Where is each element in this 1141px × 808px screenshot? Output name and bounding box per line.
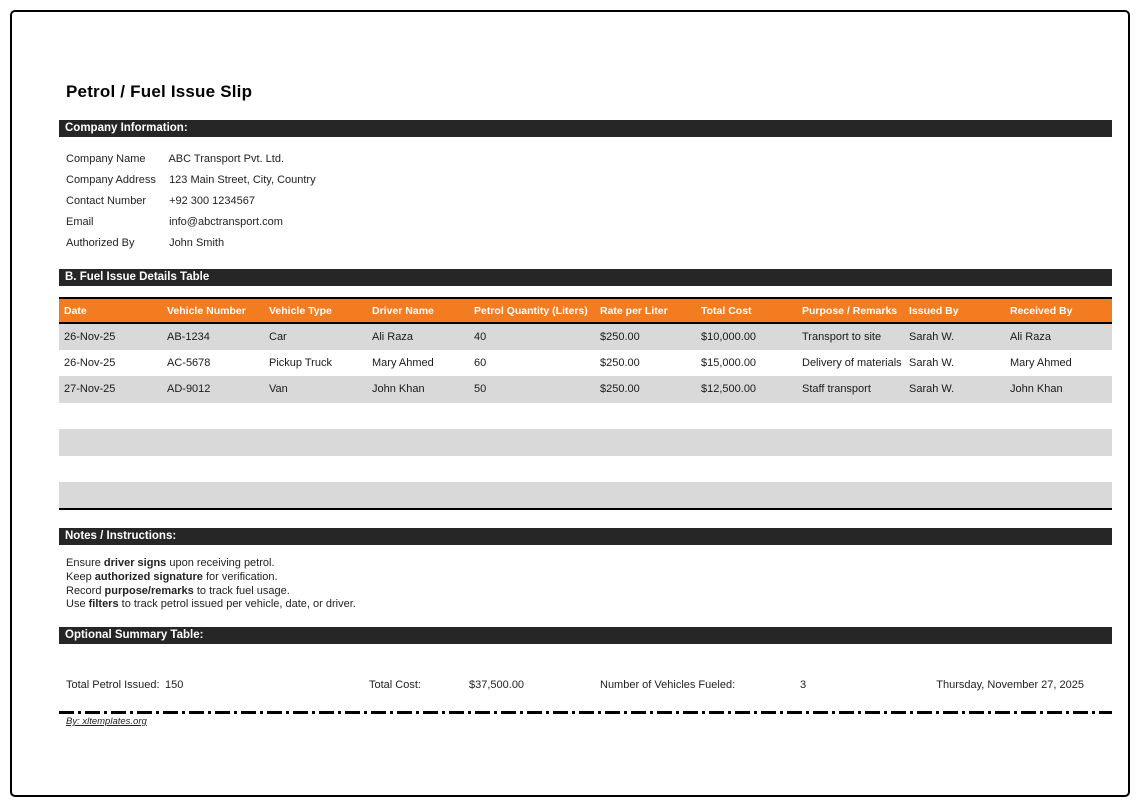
cell-vehicle-type: Car xyxy=(269,330,287,343)
empty-table-row xyxy=(59,456,1112,483)
section-header-notes-instructions: Notes / Instructions: xyxy=(59,528,1112,545)
note-bold-text: filters xyxy=(88,598,119,611)
total-cost-value: $37,500.00 xyxy=(469,679,525,691)
col-header-received-by: Received By xyxy=(1010,304,1073,317)
note-text: to track petrol issued per vehicle, date, or driver. xyxy=(118,598,356,611)
col-header-date: Date xyxy=(64,304,87,317)
note-text: to track fuel usage. xyxy=(193,584,290,597)
total-petrol-issued-value: 150 xyxy=(165,679,184,691)
col-header-petrol-quantity: Petrol Quantity (Liters) xyxy=(474,304,588,317)
email-row xyxy=(66,216,283,229)
document-sheet xyxy=(10,10,1130,797)
company-address-value: 123 Main Street, City, Country xyxy=(169,174,316,186)
table-header-row xyxy=(59,298,1112,323)
cell-date: 26-Nov-25 xyxy=(64,356,116,369)
empty-table-row xyxy=(59,429,1112,456)
email-value: info@abctransport.com xyxy=(169,216,283,228)
note-text: Record xyxy=(66,584,105,597)
cell-issued-by: Sarah W. xyxy=(909,383,955,396)
cell-total-cost: $12,500.00 xyxy=(701,383,757,396)
cell-purpose-remarks: Transport to site xyxy=(802,330,882,343)
cell-vehicle-number: AD-9012 xyxy=(167,383,211,396)
section-header-fuel-issue-details: B. Fuel Issue Details Table xyxy=(59,269,1112,286)
note-line xyxy=(66,571,356,585)
note-line xyxy=(66,585,356,599)
cell-driver-name: John Khan xyxy=(372,383,425,396)
cell-petrol-quantity: 60 xyxy=(474,356,487,369)
cell-total-cost: $15,000.00 xyxy=(701,356,757,369)
cell-issued-by: Sarah W. xyxy=(909,356,955,369)
empty-table-row xyxy=(59,482,1112,509)
table-row xyxy=(59,323,1112,350)
cell-petrol-quantity: 40 xyxy=(474,330,487,343)
contact-number-label: Contact Number xyxy=(66,195,147,207)
cell-rate-per-liter: $250.00 xyxy=(600,383,640,396)
footer-credit: By: xltemplates.org xyxy=(66,716,147,727)
email-label: Email xyxy=(66,216,94,228)
summary-date: Thursday, November 27, 2025 xyxy=(936,679,1084,691)
vehicles-fueled-label: Number of Vehicles Fueled: xyxy=(600,679,736,691)
note-text: Use xyxy=(66,598,89,611)
company-name-row xyxy=(66,153,284,166)
cell-received-by: John Khan xyxy=(1010,383,1063,396)
total-cost-label: Total Cost: xyxy=(369,679,421,691)
note-bold-text: purpose/remarks xyxy=(104,584,194,597)
cell-driver-name: Mary Ahmed xyxy=(372,356,434,369)
authorized-by-value: John Smith xyxy=(169,237,225,249)
cell-petrol-quantity: 50 xyxy=(474,383,487,396)
cell-date: 27-Nov-25 xyxy=(64,383,116,396)
cell-vehicle-number: AC-5678 xyxy=(167,356,211,369)
notes-list xyxy=(66,557,356,612)
cell-date: 26-Nov-25 xyxy=(64,330,116,343)
col-header-vehicle-type: Vehicle Type xyxy=(269,304,332,317)
contact-number-value: +92 300 1234567 xyxy=(169,195,256,207)
col-header-purpose-remarks: Purpose / Remarks xyxy=(802,304,898,317)
company-name-label: Company Name xyxy=(66,153,146,165)
section-header-optional-summary: Optional Summary Table: xyxy=(59,627,1112,644)
table-row xyxy=(59,350,1112,377)
contact-number-row xyxy=(66,195,255,208)
authorized-by-row xyxy=(66,237,224,250)
note-text: upon receiving petrol. xyxy=(166,557,275,569)
col-header-rate-per-liter: Rate per Liter xyxy=(600,304,668,317)
cell-vehicle-number: AB-1234 xyxy=(167,330,210,343)
cell-received-by: Ali Raza xyxy=(1010,330,1051,343)
authorized-by-label: Authorized By xyxy=(66,237,135,249)
cell-purpose-remarks: Delivery of materials xyxy=(802,356,902,369)
dash-dot-divider xyxy=(59,711,1112,714)
col-header-issued-by: Issued By xyxy=(909,304,959,317)
company-address-row xyxy=(66,174,316,187)
cell-driver-name: Ali Raza xyxy=(372,330,413,343)
note-bold-text: driver signs xyxy=(103,557,167,569)
note-text: Ensure xyxy=(66,557,104,569)
cell-received-by: Mary Ahmed xyxy=(1010,356,1072,369)
cell-vehicle-type: Van xyxy=(269,383,288,396)
total-petrol-issued-label: Total Petrol Issued: xyxy=(66,679,160,691)
note-line xyxy=(66,557,356,571)
note-text: Keep xyxy=(66,570,95,583)
col-header-total-cost: Total Cost xyxy=(701,304,752,317)
section-header-company-information: Company Information: xyxy=(59,120,1112,137)
note-text: for verification. xyxy=(202,570,278,583)
vehicles-fueled-value: 3 xyxy=(800,679,807,691)
cell-vehicle-type: Pickup Truck xyxy=(269,356,332,369)
empty-table-row xyxy=(59,403,1112,430)
fuel-issue-table xyxy=(59,297,1112,510)
note-line xyxy=(66,598,356,612)
page-title: Petrol / Fuel Issue Slip xyxy=(66,82,253,101)
cell-rate-per-liter: $250.00 xyxy=(600,356,640,369)
cell-rate-per-liter: $250.00 xyxy=(600,330,640,343)
col-header-vehicle-number: Vehicle Number xyxy=(167,304,246,317)
note-bold-text: authorized signature xyxy=(94,570,203,583)
cell-total-cost: $10,000.00 xyxy=(701,330,757,343)
col-header-driver-name: Driver Name xyxy=(372,304,434,317)
cell-purpose-remarks: Staff transport xyxy=(802,383,871,396)
table-row xyxy=(59,376,1112,403)
company-name-value: ABC Transport Pvt. Ltd. xyxy=(168,153,285,165)
company-address-label: Company Address xyxy=(66,174,156,186)
cell-issued-by: Sarah W. xyxy=(909,330,955,343)
